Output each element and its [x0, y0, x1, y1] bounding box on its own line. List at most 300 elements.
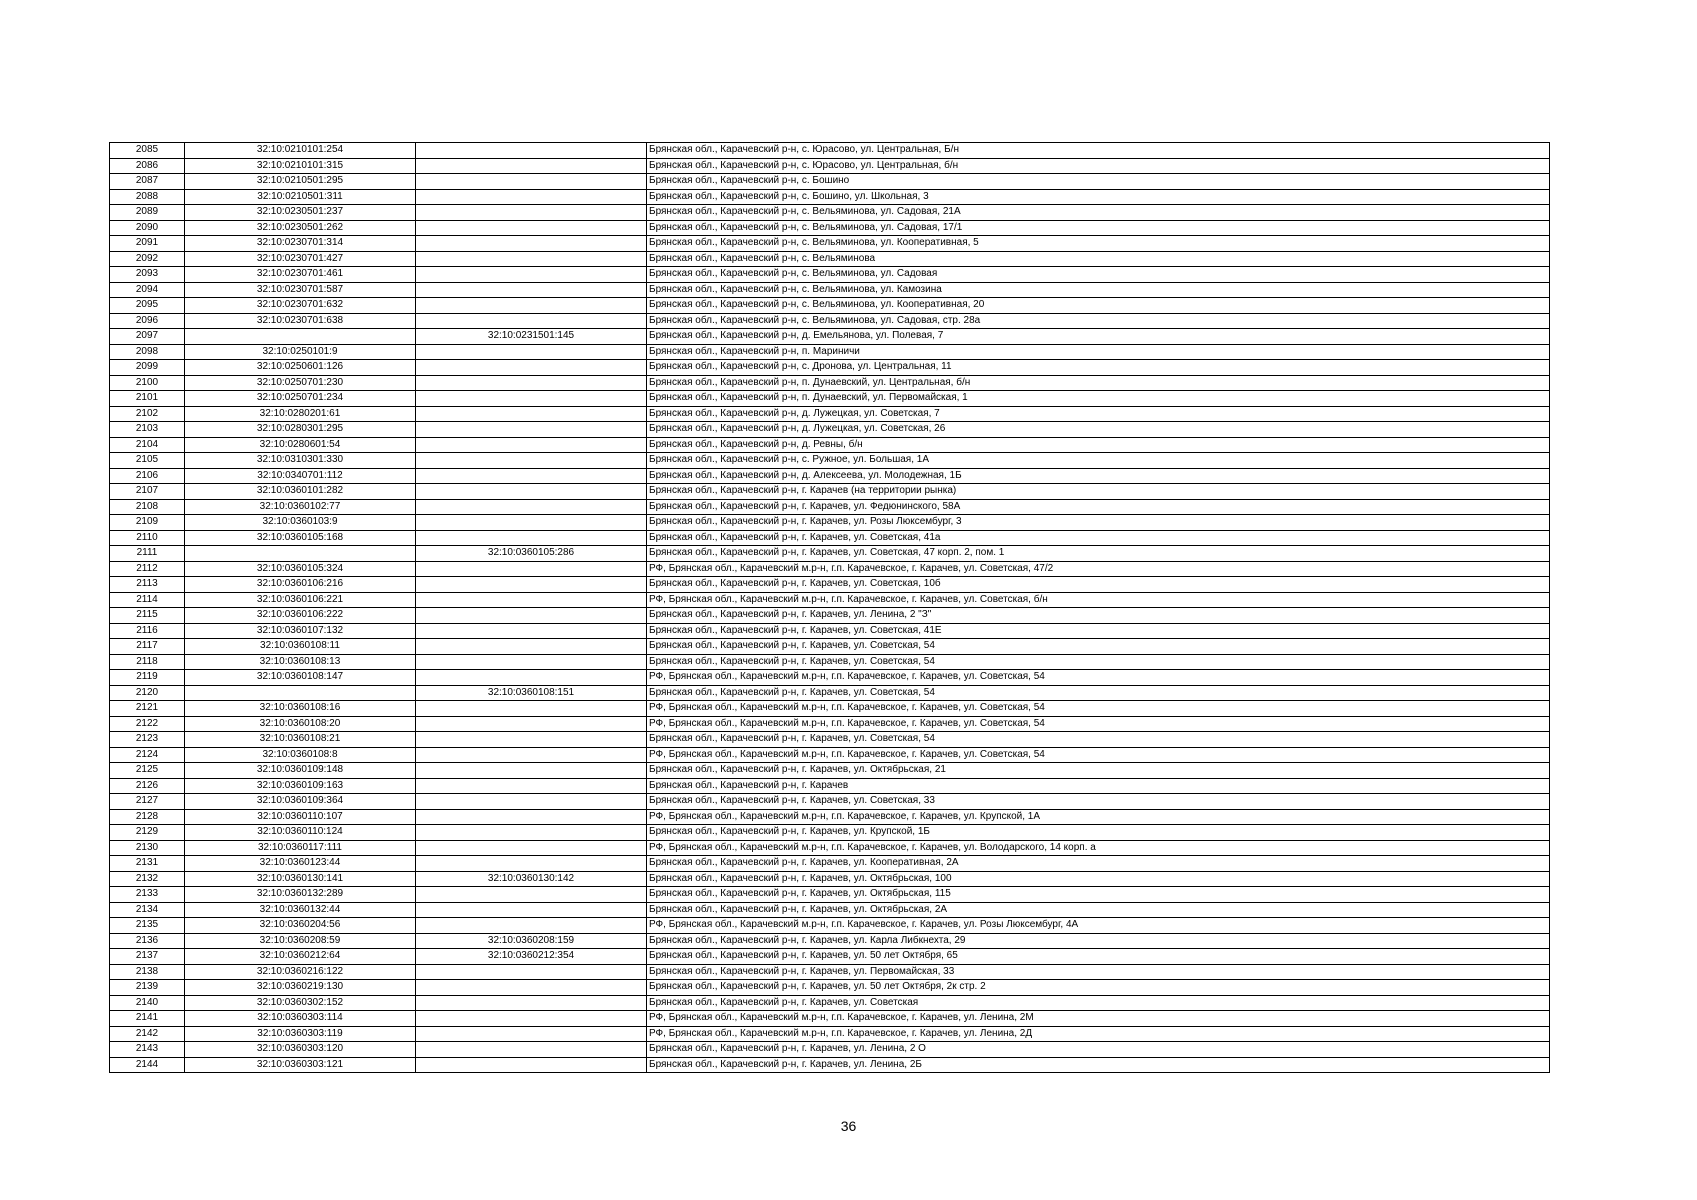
cadastral-number-cell: 32:10:0360204:56 [185, 918, 416, 934]
related-cadastral-number-cell [416, 995, 647, 1011]
related-cadastral-number-cell [416, 143, 647, 159]
related-cadastral-number-cell [416, 1011, 647, 1027]
row-number-cell: 2135 [110, 918, 185, 934]
address-cell: Брянская обл., Карачевский р-н, с. Вельяминова, ул. Камозина [647, 282, 1550, 298]
table-row [110, 1026, 1550, 1042]
row-number-cell: 2137 [110, 949, 185, 965]
address-cell: Брянская обл., Карачевский р-н, г. Карачев, ул. Советская, 54 [647, 685, 1550, 701]
table-row [110, 949, 1550, 965]
related-cadastral-number-cell [416, 530, 647, 546]
related-cadastral-number-cell [416, 809, 647, 825]
table-row [110, 577, 1550, 593]
row-number-cell: 2125 [110, 763, 185, 779]
related-cadastral-number-cell [416, 577, 647, 593]
row-number-cell: 2085 [110, 143, 185, 159]
table-row [110, 267, 1550, 283]
address-cell: Брянская обл., Карачевский р-н, г. Карачев, ул. 50 лет Октября, 65 [647, 949, 1550, 965]
registry-table-body [110, 143, 1550, 1073]
address-cell: Брянская обл., Карачевский р-н, с. Вельяминова [647, 251, 1550, 267]
cadastral-number-cell: 32:10:0360106:216 [185, 577, 416, 593]
row-number-cell: 2113 [110, 577, 185, 593]
related-cadastral-number-cell [416, 360, 647, 376]
cadastral-number-cell: 32:10:0360103:9 [185, 515, 416, 531]
cadastral-number-cell: 32:10:0250601:126 [185, 360, 416, 376]
row-number-cell: 2139 [110, 980, 185, 996]
related-cadastral-number-cell [416, 623, 647, 639]
address-cell: Брянская обл., Карачевский р-н, г. Карачев, ул. Федюнинского, 58А [647, 499, 1550, 515]
related-cadastral-number-cell [416, 1057, 647, 1073]
row-number-cell: 2096 [110, 313, 185, 329]
row-number-cell: 2105 [110, 453, 185, 469]
table-row [110, 189, 1550, 205]
related-cadastral-number-cell [416, 499, 647, 515]
address-cell: РФ, Брянская обл., Карачевский м.р-н, г.п. Карачевское, г. Карачев, ул. Ленина, 2Д [647, 1026, 1550, 1042]
address-cell: РФ, Брянская обл., Карачевский м.р-н, г.п. Карачевское, г. Карачев, ул. Советская, 54 [647, 670, 1550, 686]
address-cell: Брянская обл., Карачевский р-н, с. Ружное, ул. Большая, 1А [647, 453, 1550, 469]
cadastral-number-cell: 32:10:0230501:262 [185, 220, 416, 236]
cadastral-number-cell: 32:10:0340701:112 [185, 468, 416, 484]
cadastral-number-cell [185, 329, 416, 345]
address-cell: Брянская обл., Карачевский р-н, г. Карачев, ул. Октябрьская, 100 [647, 871, 1550, 887]
row-number-cell: 2097 [110, 329, 185, 345]
address-cell: Брянская обл., Карачевский р-н, с. Бошино, ул. Школьная, 3 [647, 189, 1550, 205]
address-cell: РФ, Брянская обл., Карачевский м.р-н, г.п. Карачевское, г. Карачев, ул. Володарского, 14 корп. а [647, 840, 1550, 856]
cadastral-number-cell: 32:10:0360303:119 [185, 1026, 416, 1042]
cadastral-number-cell: 32:10:0210101:254 [185, 143, 416, 159]
row-number-cell: 2103 [110, 422, 185, 438]
cadastral-number-cell: 32:10:0360212:64 [185, 949, 416, 965]
address-cell: Брянская обл., Карачевский р-н, г. Карачев, ул. Советская, 41а [647, 530, 1550, 546]
address-cell: Брянская обл., Карачевский р-н, п. Мариничи [647, 344, 1550, 360]
cadastral-number-cell: 32:10:0360108:20 [185, 716, 416, 732]
address-cell: Брянская обл., Карачевский р-н, с. Юрасово, ул. Центральная, б/н [647, 158, 1550, 174]
cadastral-number-cell: 32:10:0360109:148 [185, 763, 416, 779]
address-cell: РФ, Брянская обл., Карачевский м.р-н, г.п. Карачевское, г. Карачев, ул. Советская, 54 [647, 701, 1550, 717]
table-row [110, 205, 1550, 221]
row-number-cell: 2140 [110, 995, 185, 1011]
cadastral-number-cell: 32:10:0360303:114 [185, 1011, 416, 1027]
address-cell: Брянская обл., Карачевский р-н, г. Карачев, ул. Советская [647, 995, 1550, 1011]
table-row [110, 902, 1550, 918]
related-cadastral-number-cell [416, 856, 647, 872]
table-row [110, 856, 1550, 872]
row-number-cell: 2086 [110, 158, 185, 174]
row-number-cell: 2091 [110, 236, 185, 252]
table-row [110, 825, 1550, 841]
table-row [110, 623, 1550, 639]
address-cell: Брянская обл., Карачевский р-н, с. Вельяминова, ул. Садовая, 21А [647, 205, 1550, 221]
table-row [110, 918, 1550, 934]
cadastral-number-cell: 32:10:0360102:77 [185, 499, 416, 515]
table-row [110, 391, 1550, 407]
related-cadastral-number-cell [416, 282, 647, 298]
table-row [110, 329, 1550, 345]
row-number-cell: 2098 [110, 344, 185, 360]
table-row [110, 685, 1550, 701]
row-number-cell: 2114 [110, 592, 185, 608]
related-cadastral-number-cell [416, 484, 647, 500]
address-cell: Брянская обл., Карачевский р-н, с. Юрасово, ул. Центральная, Б/н [647, 143, 1550, 159]
address-cell: Брянская обл., Карачевский р-н, г. Карачев, ул. Ленина, 2 О [647, 1042, 1550, 1058]
cadastral-number-cell: 32:10:0360108:8 [185, 747, 416, 763]
cadastral-number-cell: 32:10:0230701:587 [185, 282, 416, 298]
table-row [110, 716, 1550, 732]
table-row [110, 840, 1550, 856]
related-cadastral-number-cell [416, 561, 647, 577]
cadastral-number-cell: 32:10:0250701:230 [185, 375, 416, 391]
row-number-cell: 2116 [110, 623, 185, 639]
related-cadastral-number-cell: 32:10:0360212:354 [416, 949, 647, 965]
table-row [110, 546, 1550, 562]
row-number-cell: 2143 [110, 1042, 185, 1058]
row-number-cell: 2104 [110, 437, 185, 453]
related-cadastral-number-cell [416, 205, 647, 221]
table-row [110, 406, 1550, 422]
table-row [110, 871, 1550, 887]
row-number-cell: 2100 [110, 375, 185, 391]
row-number-cell: 2123 [110, 732, 185, 748]
row-number-cell: 2092 [110, 251, 185, 267]
related-cadastral-number-cell [416, 763, 647, 779]
cadastral-number-cell: 32:10:0230701:314 [185, 236, 416, 252]
cadastral-number-cell: 32:10:0280201:61 [185, 406, 416, 422]
related-cadastral-number-cell [416, 918, 647, 934]
address-cell: Брянская обл., Карачевский р-н, г. Карачев, ул. Кооперативная, 2А [647, 856, 1550, 872]
address-cell: РФ, Брянская обл., Карачевский м.р-н, г.п. Карачевское, г. Карачев, ул. Советская, б/н [647, 592, 1550, 608]
cadastral-number-cell: 32:10:0360216:122 [185, 964, 416, 980]
related-cadastral-number-cell [416, 654, 647, 670]
row-number-cell: 2122 [110, 716, 185, 732]
row-number-cell: 2119 [110, 670, 185, 686]
address-cell: Брянская обл., Карачевский р-н, г. Карачев, ул. Ленина, 2 "З" [647, 608, 1550, 624]
row-number-cell: 2109 [110, 515, 185, 531]
row-number-cell: 2088 [110, 189, 185, 205]
address-cell: Брянская обл., Карачевский р-н, с. Вельяминова, ул. Кооперативная, 20 [647, 298, 1550, 314]
related-cadastral-number-cell [416, 732, 647, 748]
row-number-cell: 2120 [110, 685, 185, 701]
cadastral-number-cell: 32:10:0210101:315 [185, 158, 416, 174]
cadastral-number-cell: 32:10:0230701:638 [185, 313, 416, 329]
table-row [110, 1011, 1550, 1027]
row-number-cell: 2093 [110, 267, 185, 283]
related-cadastral-number-cell [416, 701, 647, 717]
cadastral-number-cell: 32:10:0230701:461 [185, 267, 416, 283]
related-cadastral-number-cell: 32:10:0360208:159 [416, 933, 647, 949]
row-number-cell: 2134 [110, 902, 185, 918]
cadastral-number-cell: 32:10:0360110:124 [185, 825, 416, 841]
address-cell: Брянская обл., Карачевский р-н, г. Карачев, ул. Советская, 10б [647, 577, 1550, 593]
cadastral-number-cell: 32:10:0360208:59 [185, 933, 416, 949]
cadastral-number-cell: 32:10:0360130:141 [185, 871, 416, 887]
registry-table [109, 142, 1550, 1073]
related-cadastral-number-cell [416, 1042, 647, 1058]
address-cell: Брянская обл., Карачевский р-н, с. Дронова, ул. Центральная, 11 [647, 360, 1550, 376]
table-row [110, 158, 1550, 174]
row-number-cell: 2101 [110, 391, 185, 407]
address-cell: Брянская обл., Карачевский р-н, г. Карачев, ул. Октябрьская, 115 [647, 887, 1550, 903]
related-cadastral-number-cell [416, 716, 647, 732]
related-cadastral-number-cell [416, 375, 647, 391]
cadastral-number-cell: 32:10:0360302:152 [185, 995, 416, 1011]
related-cadastral-number-cell [416, 189, 647, 205]
related-cadastral-number-cell [416, 980, 647, 996]
row-number-cell: 2127 [110, 794, 185, 810]
table-row [110, 220, 1550, 236]
cadastral-number-cell: 32:10:0230701:427 [185, 251, 416, 267]
related-cadastral-number-cell: 32:10:0360130:142 [416, 871, 647, 887]
related-cadastral-number-cell [416, 887, 647, 903]
related-cadastral-number-cell [416, 825, 647, 841]
row-number-cell: 2094 [110, 282, 185, 298]
table-row [110, 794, 1550, 810]
related-cadastral-number-cell [416, 902, 647, 918]
address-cell: РФ, Брянская обл., Карачевский м.р-н, г.п. Карачевское, г. Карачев, ул. Крупской, 1А [647, 809, 1550, 825]
address-cell: Брянская обл., Карачевский р-н, г. Карачев, ул. Первомайская, 33 [647, 964, 1550, 980]
cadastral-number-cell: 32:10:0360107:132 [185, 623, 416, 639]
address-cell: Брянская обл., Карачевский р-н, г. Карачев, ул. Ленина, 2Б [647, 1057, 1550, 1073]
table-row [110, 1042, 1550, 1058]
table-row [110, 747, 1550, 763]
address-cell: РФ, Брянская обл., Карачевский м.р-н, г.п. Карачевское, г. Карачев, ул. Советская, 54 [647, 747, 1550, 763]
table-row [110, 282, 1550, 298]
cadastral-number-cell: 32:10:0360109:364 [185, 794, 416, 810]
related-cadastral-number-cell [416, 670, 647, 686]
related-cadastral-number-cell [416, 344, 647, 360]
row-number-cell: 2112 [110, 561, 185, 577]
row-number-cell: 2144 [110, 1057, 185, 1073]
row-number-cell: 2138 [110, 964, 185, 980]
address-cell: Брянская обл., Карачевский р-н, г. Карачев, ул. Советская, 54 [647, 639, 1550, 655]
table-row [110, 174, 1550, 190]
related-cadastral-number-cell [416, 840, 647, 856]
cadastral-number-cell: 32:10:0280301:295 [185, 422, 416, 438]
address-cell: Брянская обл., Карачевский р-н, д. Ревны, б/н [647, 437, 1550, 453]
row-number-cell: 2115 [110, 608, 185, 624]
cadastral-number-cell: 32:10:0210501:311 [185, 189, 416, 205]
cadastral-number-cell: 32:10:0360105:168 [185, 530, 416, 546]
cadastral-number-cell: 32:10:0360101:282 [185, 484, 416, 500]
page-number: 36 [840, 1118, 857, 1134]
table-row [110, 809, 1550, 825]
address-cell: Брянская обл., Карачевский р-н, г. Карачев, ул. Октябрьская, 2А [647, 902, 1550, 918]
table-row [110, 732, 1550, 748]
address-cell: Брянская обл., Карачевский р-н, д. Емельянова, ул. Полевая, 7 [647, 329, 1550, 345]
table-row [110, 670, 1550, 686]
cadastral-number-cell: 32:10:0230501:237 [185, 205, 416, 221]
related-cadastral-number-cell [416, 639, 647, 655]
address-cell: Брянская обл., Карачевский р-н, г. Карачев, ул. Советская, 47 корп. 2, пом. 1 [647, 546, 1550, 562]
table-row [110, 143, 1550, 159]
cadastral-number-cell: 32:10:0210501:295 [185, 174, 416, 190]
table-row [110, 499, 1550, 515]
address-cell: Брянская обл., Карачевский р-н, с. Бошино [647, 174, 1550, 190]
table-row [110, 313, 1550, 329]
related-cadastral-number-cell [416, 391, 647, 407]
table-row [110, 561, 1550, 577]
address-cell: Брянская обл., Карачевский р-н, г. Карачев, ул. Советская, 54 [647, 732, 1550, 748]
address-cell: РФ, Брянская обл., Карачевский м.р-н, г.п. Карачевское, г. Карачев, ул. Советская, 54 [647, 716, 1550, 732]
address-cell: Брянская обл., Карачевский р-н, д. Лужецкая, ул. Советская, 7 [647, 406, 1550, 422]
table-row [110, 701, 1550, 717]
related-cadastral-number-cell [416, 236, 647, 252]
table-row [110, 887, 1550, 903]
table-row [110, 933, 1550, 949]
row-number-cell: 2087 [110, 174, 185, 190]
related-cadastral-number-cell: 32:10:0231501:145 [416, 329, 647, 345]
row-number-cell: 2118 [110, 654, 185, 670]
related-cadastral-number-cell [416, 437, 647, 453]
cadastral-number-cell: 32:10:0280601:54 [185, 437, 416, 453]
table-row [110, 592, 1550, 608]
cadastral-number-cell: 32:10:0360303:120 [185, 1042, 416, 1058]
related-cadastral-number-cell [416, 608, 647, 624]
row-number-cell: 2106 [110, 468, 185, 484]
address-cell: Брянская обл., Карачевский р-н, г. Карачев [647, 778, 1550, 794]
address-cell: Брянская обл., Карачевский р-н, г. Карачев, ул. Советская, 41Е [647, 623, 1550, 639]
address-cell: Брянская обл., Карачевский р-н, п. Дунаевский, ул. Центральная, б/н [647, 375, 1550, 391]
row-number-cell: 2095 [110, 298, 185, 314]
row-number-cell: 2136 [110, 933, 185, 949]
cadastral-number-cell: 32:10:0360108:13 [185, 654, 416, 670]
cadastral-number-cell: 32:10:0360108:11 [185, 639, 416, 655]
table-row [110, 484, 1550, 500]
table-row [110, 344, 1550, 360]
row-number-cell: 2124 [110, 747, 185, 763]
address-cell: Брянская обл., Карачевский р-н, с. Вельяминова, ул. Садовая [647, 267, 1550, 283]
row-number-cell: 2099 [110, 360, 185, 376]
table-row [110, 980, 1550, 996]
cadastral-number-cell: 32:10:0360132:44 [185, 902, 416, 918]
row-number-cell: 2111 [110, 546, 185, 562]
row-number-cell: 2133 [110, 887, 185, 903]
table-row [110, 654, 1550, 670]
row-number-cell: 2131 [110, 856, 185, 872]
cadastral-number-cell [185, 546, 416, 562]
address-cell: Брянская обл., Карачевский р-н, г. Карачев, ул. Советская, 33 [647, 794, 1550, 810]
cadastral-number-cell: 32:10:0360108:21 [185, 732, 416, 748]
row-number-cell: 2117 [110, 639, 185, 655]
related-cadastral-number-cell [416, 515, 647, 531]
address-cell: Брянская обл., Карачевский р-н, г. Карачев, ул. Розы Люксембург, 3 [647, 515, 1550, 531]
row-number-cell: 2142 [110, 1026, 185, 1042]
table-row [110, 298, 1550, 314]
cadastral-number-cell: 32:10:0230701:632 [185, 298, 416, 314]
table-row [110, 995, 1550, 1011]
row-number-cell: 2141 [110, 1011, 185, 1027]
cadastral-number-cell: 32:10:0250101:9 [185, 344, 416, 360]
address-cell: Брянская обл., Карачевский р-н, г. Карачев, ул. Октябрьская, 21 [647, 763, 1550, 779]
address-cell: Брянская обл., Карачевский р-н, с. Вельяминова, ул. Кооперативная, 5 [647, 236, 1550, 252]
cadastral-number-cell: 32:10:0360123:44 [185, 856, 416, 872]
address-cell: РФ, Брянская обл., Карачевский м.р-н, г.п. Карачевское, г. Карачев, ул. Розы Люксембург, 4А [647, 918, 1550, 934]
table-row [110, 422, 1550, 438]
related-cadastral-number-cell [416, 422, 647, 438]
related-cadastral-number-cell [416, 964, 647, 980]
cadastral-number-cell: 32:10:0360105:324 [185, 561, 416, 577]
related-cadastral-number-cell [416, 220, 647, 236]
cadastral-number-cell: 32:10:0360106:222 [185, 608, 416, 624]
table-row [110, 251, 1550, 267]
row-number-cell: 2130 [110, 840, 185, 856]
cadastral-number-cell [185, 685, 416, 701]
related-cadastral-number-cell [416, 747, 647, 763]
cadastral-number-cell: 32:10:0360117:111 [185, 840, 416, 856]
related-cadastral-number-cell [416, 298, 647, 314]
table-row [110, 360, 1550, 376]
cadastral-number-cell: 32:10:0360106:221 [185, 592, 416, 608]
table-row [110, 778, 1550, 794]
related-cadastral-number-cell [416, 468, 647, 484]
cadastral-number-cell: 32:10:0360109:163 [185, 778, 416, 794]
table-row [110, 1057, 1550, 1073]
row-number-cell: 2102 [110, 406, 185, 422]
row-number-cell: 2108 [110, 499, 185, 515]
related-cadastral-number-cell [416, 267, 647, 283]
row-number-cell: 2090 [110, 220, 185, 236]
address-cell: Брянская обл., Карачевский р-н, г. Карачев, ул. 50 лет Октября, 2к стр. 2 [647, 980, 1550, 996]
table-row [110, 437, 1550, 453]
table-row [110, 608, 1550, 624]
address-cell: Брянская обл., Карачевский р-н, г. Карачев (на территории рынка) [647, 484, 1550, 500]
table-row [110, 639, 1550, 655]
cadastral-number-cell: 32:10:0360108:147 [185, 670, 416, 686]
address-cell: РФ, Брянская обл., Карачевский м.р-н, г.п. Карачевское, г. Карачев, ул. Советская, 47/2 [647, 561, 1550, 577]
address-cell: Брянская обл., Карачевский р-н, д. Алексеева, ул. Молодежная, 1Б [647, 468, 1550, 484]
address-cell: Брянская обл., Карачевский р-н, г. Карачев, ул. Советская, 54 [647, 654, 1550, 670]
table-row [110, 453, 1550, 469]
table-row [110, 236, 1550, 252]
row-number-cell: 2129 [110, 825, 185, 841]
address-cell: Брянская обл., Карачевский р-н, с. Вельяминова, ул. Садовая, стр. 28а [647, 313, 1550, 329]
cadastral-number-cell: 32:10:0310301:330 [185, 453, 416, 469]
row-number-cell: 2128 [110, 809, 185, 825]
related-cadastral-number-cell [416, 794, 647, 810]
related-cadastral-number-cell: 32:10:0360105:286 [416, 546, 647, 562]
related-cadastral-number-cell [416, 251, 647, 267]
related-cadastral-number-cell [416, 174, 647, 190]
row-number-cell: 2089 [110, 205, 185, 221]
table-row [110, 530, 1550, 546]
table-row [110, 964, 1550, 980]
address-cell: Брянская обл., Карачевский р-н, с. Вельяминова, ул. Садовая, 17/1 [647, 220, 1550, 236]
address-cell: Брянская обл., Карачевский р-н, г. Карачев, ул. Крупской, 1Б [647, 825, 1550, 841]
related-cadastral-number-cell: 32:10:0360108:151 [416, 685, 647, 701]
table-row [110, 515, 1550, 531]
address-cell: Брянская обл., Карачевский р-н, д. Лужецкая, ул. Советская, 26 [647, 422, 1550, 438]
address-cell: Брянская обл., Карачевский р-н, г. Карачев, ул. Карла Либкнехта, 29 [647, 933, 1550, 949]
table-row [110, 468, 1550, 484]
related-cadastral-number-cell [416, 158, 647, 174]
table-row [110, 763, 1550, 779]
cadastral-number-cell: 32:10:0360219:130 [185, 980, 416, 996]
row-number-cell: 2110 [110, 530, 185, 546]
cadastral-number-cell: 32:10:0360303:121 [185, 1057, 416, 1073]
row-number-cell: 2107 [110, 484, 185, 500]
cadastral-number-cell: 32:10:0360110:107 [185, 809, 416, 825]
related-cadastral-number-cell [416, 406, 647, 422]
cadastral-number-cell: 32:10:0360108:16 [185, 701, 416, 717]
cadastral-number-cell: 32:10:0360132:289 [185, 887, 416, 903]
related-cadastral-number-cell [416, 453, 647, 469]
related-cadastral-number-cell [416, 1026, 647, 1042]
related-cadastral-number-cell [416, 592, 647, 608]
row-number-cell: 2132 [110, 871, 185, 887]
related-cadastral-number-cell [416, 778, 647, 794]
table-row [110, 375, 1550, 391]
address-cell: Брянская обл., Карачевский р-н, п. Дунаевский, ул. Первомайская, 1 [647, 391, 1550, 407]
related-cadastral-number-cell [416, 313, 647, 329]
cadastral-number-cell: 32:10:0250701:234 [185, 391, 416, 407]
